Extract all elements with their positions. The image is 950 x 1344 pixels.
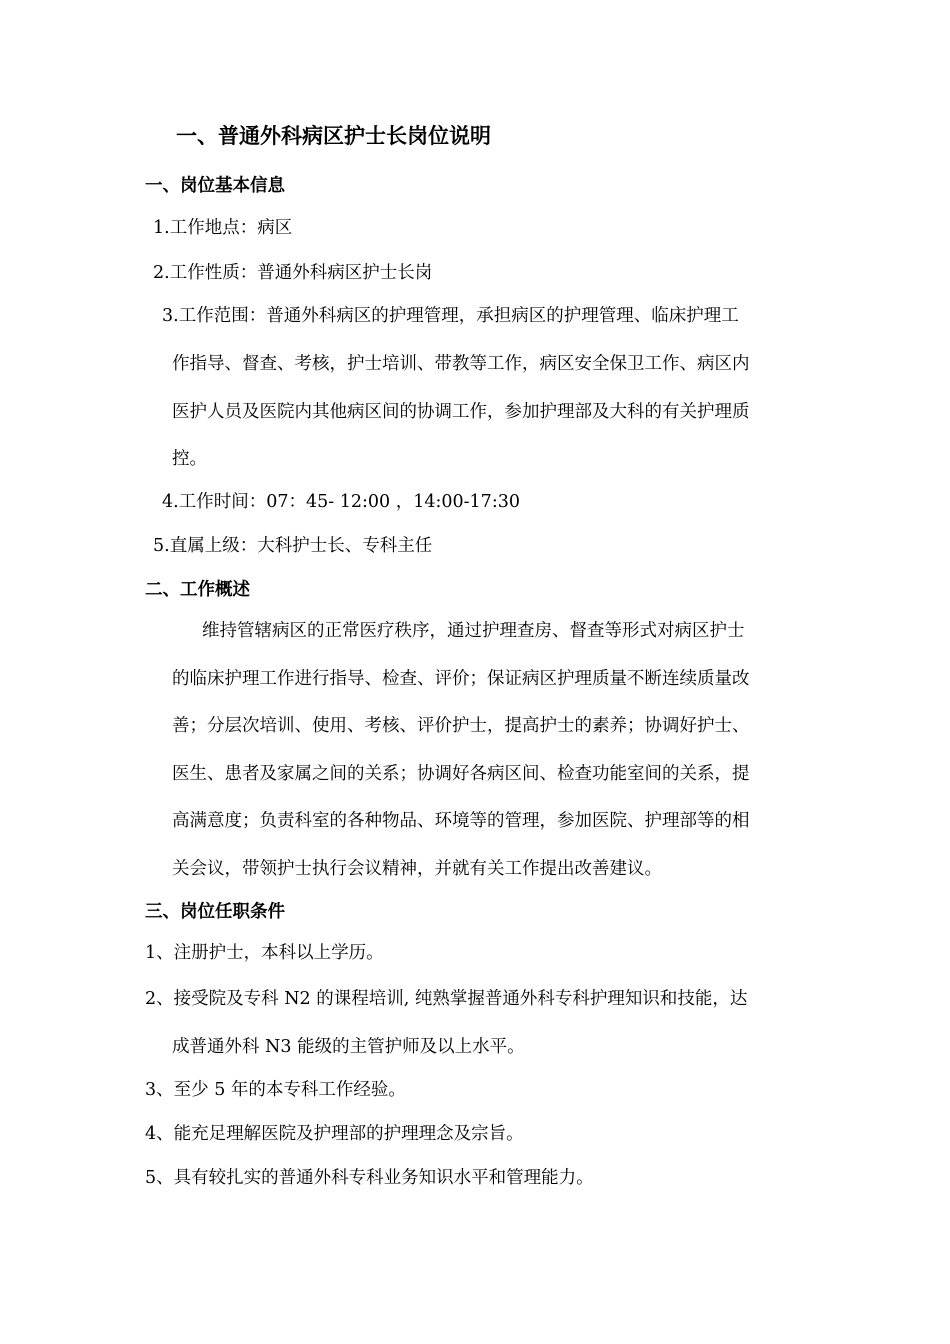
info-item-nature: 2.工作性质：普通外科病区护士长岗 [153, 263, 433, 283]
overview-line: 高满意度；负责科室的各种物品、环境等的管理，参加医院、护理部等的相 [172, 811, 750, 831]
info-item-location: 1.工作地点：病区 [153, 218, 293, 238]
info-item-scope: 3.工作范围：普通外科病区的护理管理，承担病区的护理管理、临床护理工 [162, 306, 739, 326]
requirement-item: 3、至少 5 年的本专科工作经验。 [145, 1080, 406, 1100]
requirement-item-cont: 成普通外科 N3 能级的主管护师及以上水平。 [172, 1037, 525, 1057]
info-item-scope-cont: 控。 [172, 449, 207, 469]
requirement-item: 4、能充足理解医院及护理部的护理理念及宗旨。 [145, 1124, 524, 1144]
section-heading-requirements: 三、岗位任职条件 [145, 902, 285, 922]
requirement-item: 1、注册护士，本科以上学历。 [145, 943, 384, 963]
requirement-item: 2、接受院及专科 N2 的课程培训, 纯熟掌握普通外科专科护理知识和技能，达 [145, 989, 748, 1009]
info-item-scope-cont: 医护人员及医院内其他病区间的协调工作，参加护理部及大科的有关护理质 [172, 402, 750, 422]
overview-line: 关会议，带领护士执行会议精神，并就有关工作提出改善建议。 [172, 859, 662, 879]
info-item-scope-cont: 作指导、督查、考核，护士培训、带教等工作，病区安全保卫工作、病区内 [172, 354, 750, 374]
overview-line: 医生、患者及家属之间的关系；协调好各病区间、检查功能室间的关系，提 [172, 764, 750, 784]
requirement-item: 5、具有较扎实的普通外科专科业务知识水平和管理能力。 [145, 1168, 594, 1188]
info-item-hours: 4.工作时间：07：45- 12:00 ，14:00-17:30 [162, 492, 520, 512]
section-heading-overview: 二、工作概述 [145, 580, 250, 600]
overview-line: 的临床护理工作进行指导、检查、评价；保证病区护理质量不断连续质量改 [172, 669, 750, 689]
overview-line: 维持管辖病区的正常医疗秩序，通过护理查房、督查等形式对病区护士 [202, 621, 745, 641]
document-title: 一、普通外科病区护士长岗位说明 [176, 123, 491, 148]
section-heading-basic-info: 一、岗位基本信息 [145, 176, 285, 196]
overview-line: 善；分层次培训、使用、考核、评价护士，提高护士的素养；协调好护士、 [172, 716, 750, 736]
info-item-supervisor: 5.直属上级：大科护士长、专科主任 [153, 536, 433, 556]
